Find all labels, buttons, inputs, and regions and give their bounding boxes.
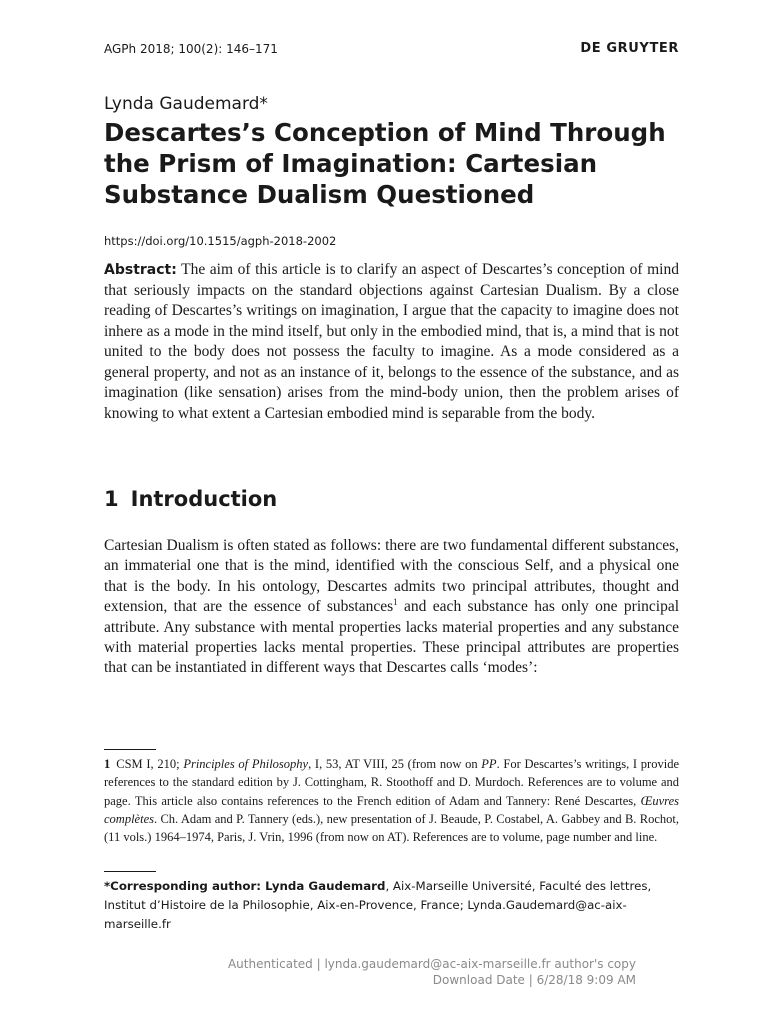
download-watermark <box>228 956 636 988</box>
footnote-text: . Ch. Adam and P. Tannery (eds.), new presentation of J. Beaude, P. Costabel, A. Gabbey and B. Rochot, (11 vols.) 1964–1974, Paris, J. Vrin, 1996 (from now on AT). References are to volume, page number and line. <box>104 811 679 845</box>
footnote-text: . For Descartes’s writings, I provide references to the standard edition by J. Cottingham, R. Stoothoff and D. Murdoch. References are to volume and page. This article also contains references to the French edition of Adam and Tannery: René Descartes, <box>104 757 679 808</box>
watermark-download-date: Download Date | 6/28/18 9:09 AM <box>432 973 636 987</box>
body-text-part: Cartesian Dualism is often stated as follows: there are two fundamental different substances, an immaterial one that is the mind, identified with the conscious Self, and a physical one that is the body. In his ontology, Descartes admits two principal attributes, thought and extension, that are the essence of substances <box>104 537 679 616</box>
abstract <box>104 260 679 424</box>
publisher-name: DE GRUYTER <box>580 41 679 56</box>
footnote-italic: Œuvres complètes <box>104 793 679 826</box>
section-title: Introduction <box>130 487 278 511</box>
paper-title: Descartes’s Conception of Mind Through the Prism of Imagination: Cartesian Substance Dualism Questioned <box>104 118 666 209</box>
abstract-label: Abstract: <box>104 262 177 278</box>
section-number: 1 <box>104 487 119 511</box>
author-name: Lynda Gaudemard* <box>104 94 268 114</box>
corresponding-author-text: , Aix-Marseille Université, Faculté des lettres, Institut d’Histoire de la Philosophie, Aix-en-Provence, France; Lynda.Gaudemard@ac-aix-marseille.fr <box>104 879 652 931</box>
body-paragraph <box>104 536 679 679</box>
footnote-reference[interactable]: 1 <box>393 597 398 608</box>
corresponding-author-label: *Corresponding author: Lynda Gaudemard <box>104 879 386 893</box>
doi-link[interactable]: https://doi.org/10.1515/agph-2018-2002 <box>104 234 337 248</box>
abstract-text: The aim of this article is to clarify an aspect of Descartes’s conception of mind that seriously impacts on the standard objections against Cartesian Dualism. By a close reading of Descartes’s writings on imagination, I argue that the capacity to imagine does not inhere as a mode in the mind itself, but only in the embodied mind, that is, a mind that is not united to the body does not possess the faculty to imagine. As a mode considered as a general property, and not as an instance of it, belongs to the essence of the substance, and as imagination (like sensation) arises from the mind-body union, then the problem arises of knowing to what extent a Cartesian embodied mind is separable from the body. <box>104 261 679 422</box>
footnote-text: , I, 53, AT VIII, 25 (from now on <box>308 757 482 771</box>
footnote-italic: PP <box>481 757 497 771</box>
section-heading <box>104 487 277 511</box>
footnote-divider <box>104 749 156 750</box>
watermark-authenticated: Authenticated | lynda.gaudemard@ac-aix-marseille.fr author's copy <box>227 957 636 971</box>
footnote-italic: Principles of Philosophy <box>183 757 309 771</box>
footnote-text: CSM I, 210; <box>116 757 184 771</box>
journal-citation: AGPh 2018; 100(2): 146–171 <box>104 42 278 56</box>
footnote <box>104 755 679 846</box>
corresponding-author <box>104 877 684 934</box>
corresponding-divider <box>104 871 156 872</box>
footnote-number: 1 <box>104 757 111 771</box>
body-text-part: and each substance has only one principal attribute. Any substance with mental properties lacks material properties and any substance with material properties lacks mental properties. These principal attributes are properties that can be instantiated in different ways that Descartes calls ‘modes’: <box>104 598 680 677</box>
